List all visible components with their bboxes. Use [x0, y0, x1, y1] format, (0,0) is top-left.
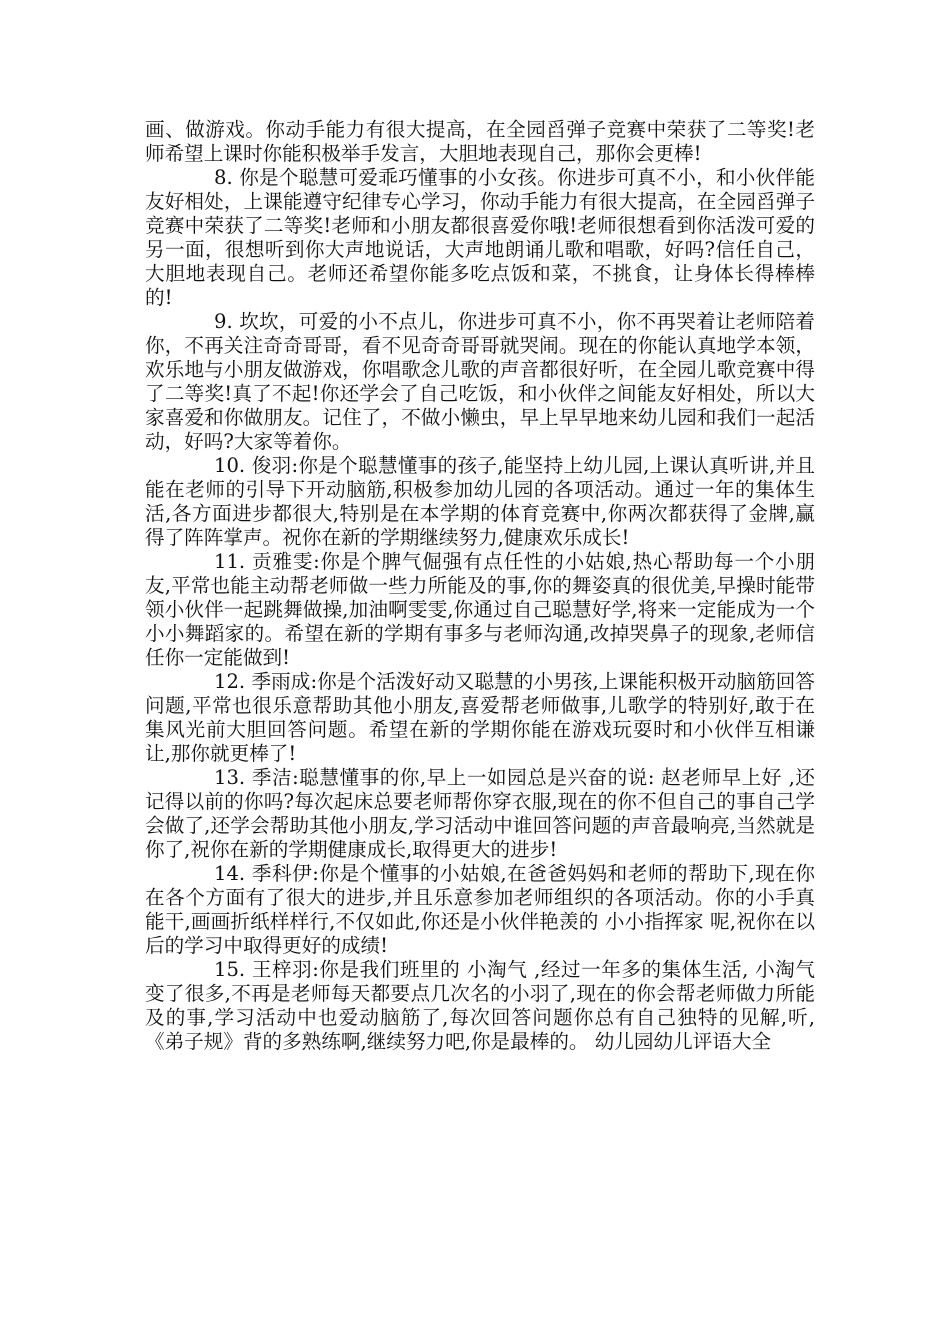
paragraph-comment-8: 8. 你是个聪慧可爱乖巧懂事的小女孩。你进步可真不小，和小伙伴能友好相处，上课能遵守纪律专心学习，你动手能力有很大提高，在全园舀弹子竞赛中荣获了二等奖!老师和小朋友都很喜爱你哦!老师很想看到你活泼可爱的另一面，很想听到你大声地说话，大声地朗诵儿歌和唱歌，好吗?信任自己，大胆地表现自己。老师还希望你能多吃点饭和菜，不挑食，让身体长得棒棒的! — [145, 166, 815, 309]
paragraph-comment-12: 12. 季雨成:你是个活泼好动又聪慧的小男孩,上课能积极开动脑筋回答问题,平常也很乐意帮助其他小朋友,喜爱帮老师做事,儿歌学的特别好,敢于在集风光前大胆回答问题。希望在新的学期你能在游戏玩耍时和小伙伴互相谦让,那你就更棒了! — [145, 670, 815, 765]
paragraph-comment-9: 9. 坎坎，可爱的小不点儿，你进步可真不小，你不再哭着让老师陪着你，不再关注奇奇哥哥，看不见奇奇哥哥就哭闹。现在的你能认真地学本领，欢乐地与小朋友做游戏，你唱歌念儿歌的声音都很好听，在全园儿歌竞赛中得了二等奖!真了不起!你还学会了自己吃饭，和小伙伴之间能友好相处，所以大家喜爱和你做朋友。记住了，不做小懒虫，早上早早地来幼儿园和我们一起活动，好吗?大家等着你。 — [145, 310, 815, 453]
paragraph-comment-11: 11. 贡雅雯:你是个脾气倔强有点任性的小姑娘,热心帮助每一个小朋友,平常也能主动帮老师做一些力所能及的事,你的舞姿真的很优美,早操时能带领小伙伴一起跳舞做操,加油啊雯雯,你通过自己聪慧好学,将来一定能成为一个小小舞蹈家的。希望在新的学期有事多与老师沟通,改掉哭鼻子的现象,老师信任你一定能做到! — [145, 550, 815, 669]
paragraph-comment-10: 10. 俊羽:你是个聪慧懂事的孩子,能坚持上幼儿园,上课认真听讲,并且能在老师的引导下开动脑筋,积极参加幼儿园的各项活动。通过一年的集体生活,各方面进步都很大,特别是在本学期的体育竞赛中,你两次都获得了金牌,赢得了阵阵掌声。祝你在新的学期继续努力,健康欢乐成长! — [145, 454, 815, 549]
paragraph-comment-14: 14. 季科伊:你是个懂事的小姑娘,在爸爸妈妈和老师的帮助下,现在你在各个方面有了很大的进步,并且乐意参加老师组织的各项活动。你的小手真能干,画画折纸样样行,不仅如此,你还是小伙伴艳羡的 小小指挥家 呢,祝你在以后的学习中取得更好的成绩! — [145, 862, 815, 957]
document-body — [145, 118, 815, 1054]
paragraph-comment-13: 13. 季洁:聪慧懂事的你,早上一如园总是兴奋的说: 赵老师早上好 ,还记得以前的你吗?每次起床总要老师帮你穿衣服,现在的你不但自己的事自己学会做了,还学会帮助其他小朋友,学习活动中谁回答问题的声音最响亮,当然就是你了,祝你在新的学期健康成长,取得更大的进步! — [145, 766, 815, 861]
paragraph-comment-15: 15. 王梓羽:你是我们班里的 小淘气 ,经过一年多的集体生活, 小淘气 变了很多,不再是老师每天都要点几次名的小羽了,现在的你会帮老师做力所能及的事,学习活动中也爱动脑筋了,每次回答问题你总有自己独特的见解,听,《弟子规》背的多熟练啊,继续努力吧,你是最棒的。 幼儿园幼儿评语大全 — [145, 958, 815, 1053]
paragraph-continuation: 画、做游戏。你动手能力有很大提高，在全园舀弹子竞赛中荣获了二等奖!老师希望上课时你能积极举手发言，大胆地表现自己，那你会更棒! — [145, 118, 815, 165]
